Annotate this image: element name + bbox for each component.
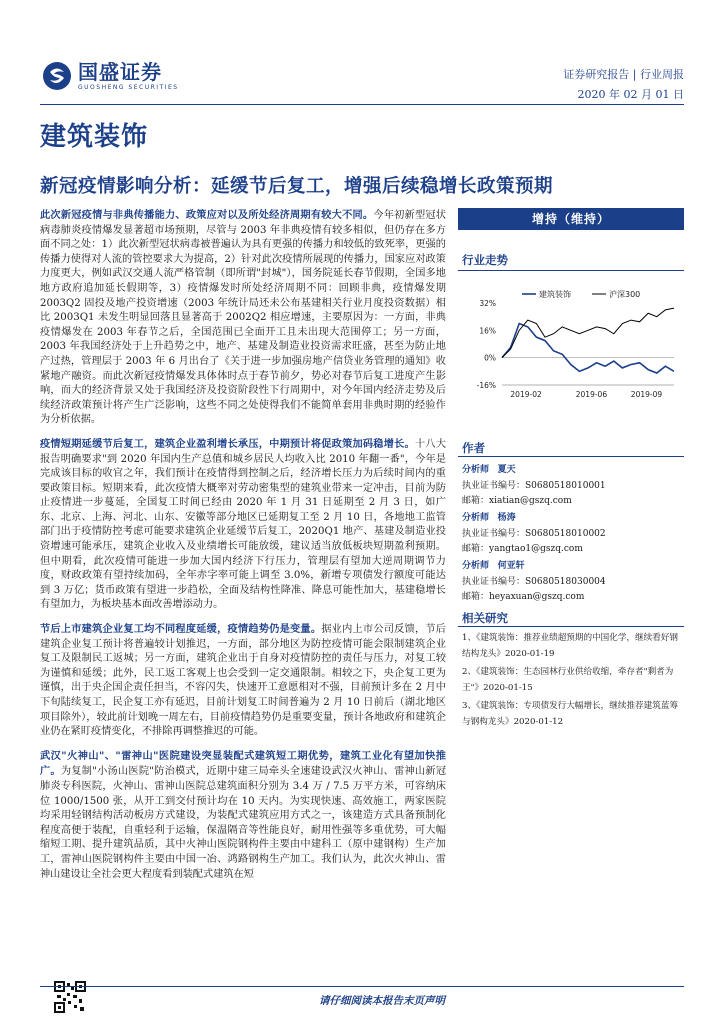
report-date: 2020 年 02 月 01 日 bbox=[577, 88, 684, 101]
y-tick-label: -16% bbox=[476, 381, 496, 390]
chart-axes bbox=[477, 299, 674, 399]
author-cert-line bbox=[462, 526, 606, 539]
x-tick-label: 2019-06 bbox=[575, 390, 608, 399]
legend-label: 沪深300 bbox=[609, 290, 641, 299]
industry-title: 建筑装饰 bbox=[40, 122, 149, 152]
body-paragraph bbox=[40, 622, 446, 740]
author-email[interactable]: heyaxuan@gszq.com bbox=[489, 592, 585, 602]
author-mail-line bbox=[462, 493, 572, 506]
related-report-item[interactable]: 1、《建筑装饰：推荐业绩超预期的中国化学，继续看好钢结构龙头》2020-01-19 bbox=[462, 633, 679, 659]
report-title: 新冠疫情影响分析：延缓节后复工，增强后续稳增长政策预期 bbox=[40, 176, 554, 197]
cert-label: 执业证书编号： bbox=[462, 481, 526, 491]
chart-legend bbox=[522, 289, 640, 299]
guosheng-logo-icon bbox=[42, 61, 72, 91]
paragraph-text: 今年初新型冠状病毒肺炎疫情爆发显著超市场预期，尽管与 2003 年非典疫情有较多相似，但仍存在多方面不同之处：1）此次新型冠状病毒被普遍认为具有更强的传播力和较低的致死率，更强的传播力使得对人流的管控要求大为提高，2）针对此次疫情所展现的传播力，国家应对政策力度更大，例如武汉交通人流严格管制（即所谓"封城"），国务院延长春节假期，全国多地地方政府追加延长假期等，3）疫情爆发时所处经济周期不同：回顾非典，疫情爆发期 2003Q2 固投及地产投资增速（2003 年统计局还未公布基建相关行业月度投资数据）相比 2003Q1 未发生明显回落且显著高于 2002Q2 相应增速，主要原因为：一方面，非典疫情爆发在 2003 年春节之后，全国范围已全面开工且未出现大范围停工；另一方面，2003 年我国经济处于上升趋势之中，地产、基建及制造业投资需求旺盛，甚至为防止地产过热，管理层于 2003 年 6 月出台了《关于进一步加强房地产信贷业务管理的通知》收紧地产融资。而此次新冠疫情爆发具体体时点于春节前夕，势必对春节后复工进度产生影响，而大的经济背景又处于我国经济及投资阶段性下行周期中，对今年国内经济走势及后续经济政策预计将产生广泛影响，这些不同之处使得我们不能简单套用非典时期的经验作为分析依据。 bbox=[40, 210, 446, 426]
related-report-item[interactable]: 2、《建筑装饰：生态园林行业供给收缩，牵存者"剩者为王"》2020-01-15 bbox=[462, 667, 674, 693]
author-name: 何亚轩 bbox=[497, 561, 525, 571]
logo-english-name: GUOSHENG SECURITIES bbox=[78, 84, 179, 91]
author-role: 分析师 bbox=[462, 561, 490, 571]
cert-number: S0680518010001 bbox=[525, 481, 606, 491]
research-heading: 相关研究 bbox=[462, 611, 508, 625]
author-mail-line bbox=[462, 541, 583, 554]
author-email[interactable]: yangtao1@gszq.com bbox=[489, 544, 583, 554]
body-paragraph bbox=[40, 749, 446, 882]
footer-divider bbox=[40, 986, 684, 987]
series-line bbox=[502, 324, 674, 374]
y-tick-label: 0% bbox=[484, 353, 496, 363]
author-cert-line bbox=[462, 478, 606, 491]
research-divider bbox=[458, 626, 684, 627]
paragraph-lead: 此次新冠疫情与非典传播能力、政策应对以及所处经济周期有较大不同。 bbox=[40, 209, 374, 221]
y-tick-label: 32% bbox=[479, 299, 496, 308]
related-report-item[interactable]: 3、《建筑装饰：专项债发行大幅增长，继续推荐建筑蓝筹与钢构龙头》2020-01-12 bbox=[462, 701, 679, 727]
paragraph-lead: 节后上市建筑企业复工均不同程度延缓，疫情趋势仍是变量。 bbox=[40, 623, 322, 636]
body-paragraph bbox=[40, 208, 446, 428]
series-line bbox=[502, 308, 674, 358]
author-name: 杨涛 bbox=[497, 513, 516, 523]
author-role-line bbox=[462, 510, 516, 523]
author-name: 夏天 bbox=[497, 465, 516, 475]
report-body bbox=[40, 208, 446, 891]
paragraph-lead: 武汉"火神山"、"雷神山"医院建设突显装配式建筑短工期优势，建筑工业化有望加快推广。 bbox=[40, 749, 446, 778]
footer-disclaimer: 请仔细阅读本报告末页声明 bbox=[319, 995, 445, 1007]
authors-divider bbox=[458, 456, 684, 457]
author-role-line bbox=[462, 462, 516, 475]
author-role-line bbox=[462, 558, 525, 571]
author-mail-line bbox=[462, 589, 584, 602]
mail-label: 邮箱： bbox=[462, 592, 490, 602]
authors-heading: 作者 bbox=[462, 441, 485, 455]
author-role: 分析师 bbox=[462, 465, 490, 475]
x-tick-label: 2019-09 bbox=[630, 390, 663, 399]
author-cert-line bbox=[462, 574, 606, 587]
trend-divider bbox=[458, 270, 684, 271]
y-tick-label: 16% bbox=[479, 326, 496, 336]
paragraph-lead: 疫情短期延缓节后复工，建筑企业盈利增长承压，中期预计将促政策加码稳增长。 bbox=[40, 437, 415, 450]
cert-label: 执业证书编号： bbox=[462, 577, 526, 587]
industry-trend-chart bbox=[462, 285, 684, 405]
author-email[interactable]: xiatian@gszq.com bbox=[489, 496, 572, 506]
paragraph-text: 据业内上市公司反馈，节后建筑企业复工预计将普遍较计划推迟，一方面，部分地区为防控疫情可能会限制建筑企业复工及限制民工返城；另一方面，建筑企业出于自身对疫情防控的责任与压力，对复工较为谨慎和延缓；此外，民工返工客观上也会受到一定交通限制。相较之下，央企复工更为谨慎，出于央企国企责任担当，不容闪失，快速开工意愿相对不强，目前预计多在 2 月中下旬陆续复工，民企复工亦有延迟，目前计划复工时间普遍为 2 月 10 日前后（湖北地区项目除外），较此前计划晚一周左右，目前疫情趋势仍是重要变量，预计各地政府和建筑企业仍在紧盯疫情变化，不排除再调整推迟的可能。 bbox=[40, 624, 446, 738]
mail-label: 邮箱： bbox=[462, 544, 490, 554]
x-tick-label: 2019-02 bbox=[510, 390, 542, 399]
company-logo bbox=[42, 56, 192, 96]
mail-label: 邮箱： bbox=[462, 496, 490, 506]
cert-number: S0680518010002 bbox=[525, 529, 606, 539]
legend-label: 建筑装饰 bbox=[539, 290, 571, 299]
cert-label: 执业证书编号： bbox=[462, 529, 526, 539]
author-role: 分析师 bbox=[462, 513, 490, 523]
cert-number: S0680518030004 bbox=[525, 577, 606, 587]
paragraph-text: 十八大报告明确要求"到 2020 年国内生产总值和城乡居民人均收入比 2010 年翻一番"，今年是完成该目标的收官之年，我们预计在疫情得到控制之后，经济增长压力为后续时间内的重要政策目标。短期来看，此次疫情大概率对劳动密集型的建筑业带来一定冲击，目前为防止疫情进一步蔓延，全国复工时间已经由 2020 年 1 月 31 日延期至 2 月 3 日，如广东、北京、上海、河北、山东、安徽等部分地区已延期复工至 2 月 10 日，各地地工监管部门出于疫情防控考虑可能要求建筑企业延缓节后复工，2020Q1 地产、基建及制造业投资增速可能承压，建筑企业收入及业绩增长可能放缓，建议适当放低板块短期盈利预期。但中期看，此次疫情可能进一步加大国内经济下行压力，管理层有望加大逆周期调节力度，财政政策有望持续加码，全年赤字率可能上调至 3.0%，新增专项债发行额度可能达到 3 万亿；货币政策有望进一步趋松，全面及结构性降准、降息可能性加大，基建稳增长有望加力，为板块基本面改善增添动力。 bbox=[40, 438, 447, 611]
report-type-label: 证券研究报告 | 行业周报 bbox=[563, 68, 684, 81]
body-paragraph bbox=[40, 437, 446, 613]
paragraph-text: 为复制"小汤山医院"防治模式，近期中建三局牵头全速建设武汉火神山、雷神山新冠肺炎专科医院，火神山、雷神山医院总建筑面积分别为 3.4 万 / 7.5 万平方米，可容纳床位 1000/1500 张，从开工到交付预计均在 10 天内。为实现快速、高效施工，两家医院均采用轻钢结构活动板房方式建设，为装配式建筑应用方式之一，该建造方式具备预制化程度高便于装配，自重轻利于运输，保温隔音等性能良好，耐用性强等多重优势，可大幅缩短工期、提升建筑品质，其中火神山医院钢构件主要由中建科工（原中建钢构）生产加工，雷神山医院钢构件主要由中国一冶、鸿路钢构生产加工。我们认为，此次火神山、雷神山建设让全社会更大程度看到装配式建筑在短 bbox=[40, 766, 447, 880]
chart-series bbox=[502, 308, 674, 373]
logo-chinese-name: 国盛证券 bbox=[78, 60, 162, 84]
rating-badge: 增持（维持） bbox=[458, 208, 684, 230]
header-divider bbox=[40, 104, 684, 105]
trend-heading: 行业走势 bbox=[462, 253, 508, 267]
